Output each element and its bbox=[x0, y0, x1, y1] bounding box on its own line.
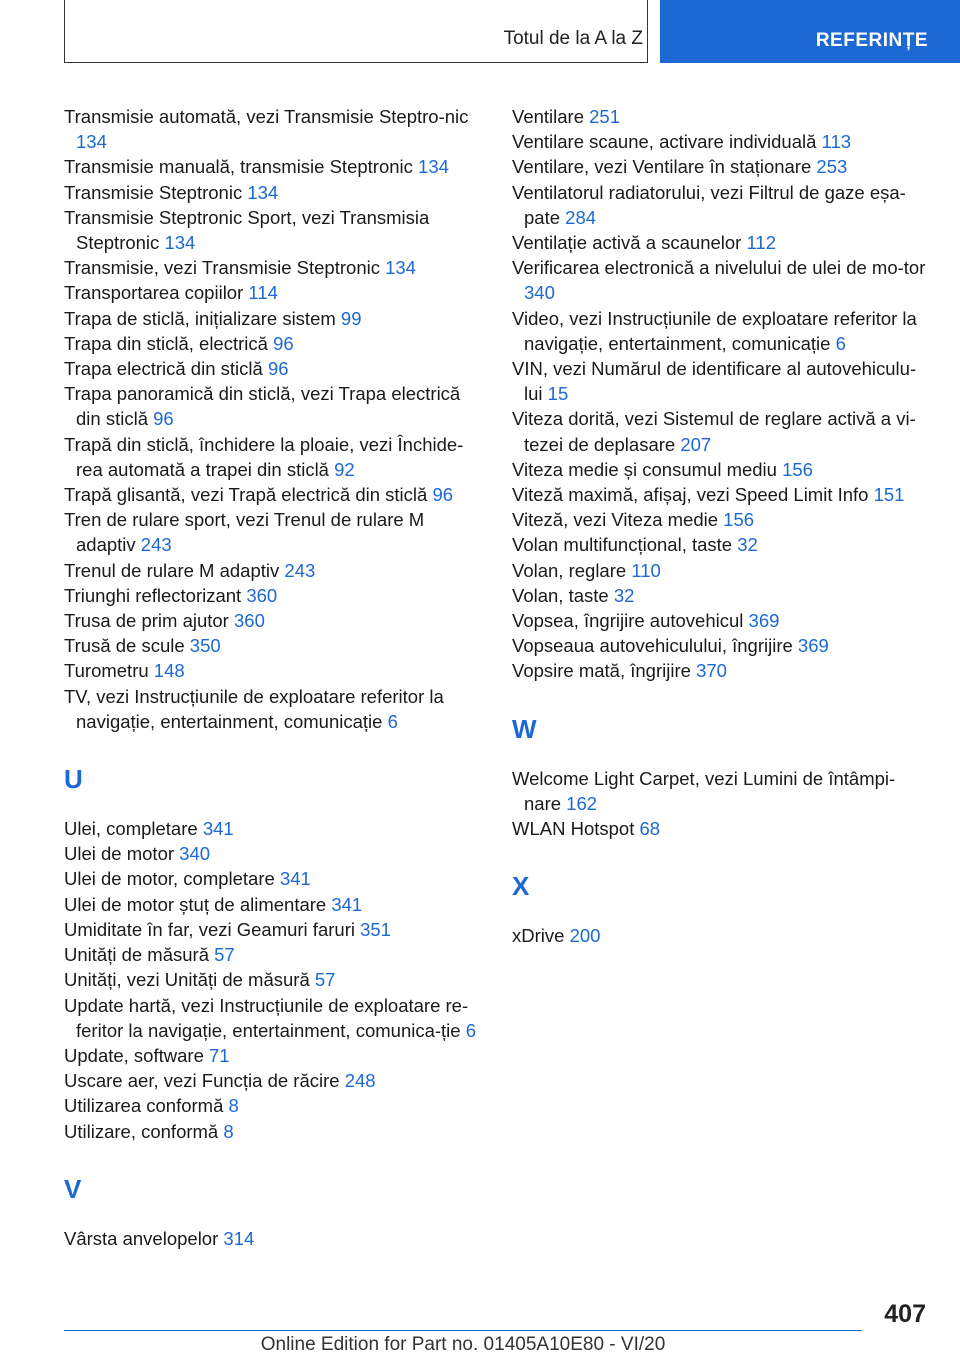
index-entry-text: WLAN Hotspot bbox=[512, 818, 635, 840]
index-page-link[interactable]: 314 bbox=[223, 1227, 255, 1249]
index-page-link[interactable]: 134 bbox=[164, 232, 196, 254]
index-page-link[interactable]: 360 bbox=[246, 584, 278, 606]
index-entry bbox=[64, 482, 480, 507]
index-page-link[interactable]: 341 bbox=[331, 893, 363, 915]
index-entry-text: Utilizarea conformă bbox=[64, 1095, 224, 1117]
index-entry bbox=[64, 331, 480, 356]
index-page-link[interactable]: 207 bbox=[680, 433, 712, 455]
index-entry bbox=[64, 205, 480, 255]
index-page-link[interactable]: 340 bbox=[524, 282, 555, 304]
index-entry bbox=[64, 866, 480, 891]
header-section-box bbox=[64, 0, 648, 63]
index-entry-text: Transmisie automată, vezi Transmisie Steptro‐nic bbox=[64, 106, 469, 127]
index-entry-text: Volan, reglare bbox=[512, 559, 627, 581]
index-page-link[interactable]: 134 bbox=[76, 131, 107, 153]
index-page-link[interactable]: 360 bbox=[234, 610, 265, 632]
index-page-link[interactable]: 6 bbox=[387, 710, 398, 732]
footer-divider bbox=[64, 1330, 862, 1331]
index-entry bbox=[64, 280, 480, 305]
index-entry-text: Ulei de motor bbox=[64, 843, 175, 865]
index-entry bbox=[512, 104, 930, 129]
index-entry-text: Turometru bbox=[64, 660, 149, 682]
index-entry-text: Verificarea electronică a nivelului de ulei de mo‐tor bbox=[512, 257, 926, 279]
index-entry-text: Trusă de scule bbox=[64, 635, 185, 657]
index-entry-text: Vopseaua autovehiculului, îngrijire bbox=[512, 635, 793, 657]
index-entry bbox=[512, 766, 930, 816]
index-page-link[interactable]: 6 bbox=[835, 332, 846, 354]
index-entry bbox=[64, 381, 480, 431]
index-entry-text: Transmisie Steptronic bbox=[64, 181, 243, 203]
index-page-link[interactable]: 96 bbox=[267, 358, 289, 380]
index-entry-text: Transmisie manuală, transmisie Steptronic bbox=[64, 156, 413, 178]
index-page-link[interactable]: 99 bbox=[340, 307, 362, 329]
index-page-link[interactable]: 134 bbox=[247, 181, 279, 203]
index-entry-text: Ventilare bbox=[512, 106, 584, 127]
index-entry bbox=[64, 633, 480, 658]
index-page-link[interactable]: 284 bbox=[565, 206, 597, 228]
index-entry-text: Volan multifuncțional, taste bbox=[512, 534, 733, 556]
index-page-link[interactable]: 341 bbox=[202, 818, 234, 840]
page-number: 407 bbox=[884, 1300, 926, 1328]
index-entry bbox=[64, 1068, 480, 1093]
section-letter-v: V bbox=[64, 1173, 82, 1204]
index-entry bbox=[64, 104, 480, 154]
index-entry bbox=[512, 923, 930, 948]
index-entry bbox=[512, 180, 930, 230]
index-entry bbox=[512, 306, 930, 356]
index-entry-text: Trapă din sticlă, închidere la ploaie, vezi Închide‐rea automată a trapei din sticlă bbox=[64, 433, 464, 480]
index-entry-text: Trapă glisantă, vezi Trapă electrică din sticlă bbox=[64, 484, 428, 506]
index-entry-text: Ulei de motor ștuț de alimentare bbox=[64, 893, 327, 915]
index-entry-text: Ventilație activă a scaunelor bbox=[512, 232, 742, 254]
index-page-link[interactable]: 68 bbox=[639, 818, 661, 840]
index-group-v-cont bbox=[512, 104, 930, 684]
index-entry-text: Viteză, vezi Viteza medie bbox=[512, 509, 719, 531]
index-entry bbox=[64, 1093, 480, 1118]
index-page-link[interactable]: 156 bbox=[723, 509, 755, 531]
section-letter-w: W bbox=[512, 713, 537, 744]
index-page-link[interactable]: 96 bbox=[273, 332, 294, 354]
index-entry-text: xDrive bbox=[512, 925, 565, 947]
index-entry-text: Unități, vezi Unități de măsură bbox=[64, 969, 310, 991]
index-page-link[interactable]: 92 bbox=[334, 458, 355, 480]
index-page-link[interactable]: 96 bbox=[432, 484, 454, 506]
index-page-link[interactable]: 251 bbox=[589, 106, 621, 127]
index-entry bbox=[512, 558, 930, 583]
index-entry bbox=[64, 507, 480, 557]
index-entry bbox=[512, 457, 930, 482]
index-page-link[interactable]: 243 bbox=[284, 559, 316, 581]
index-entry bbox=[64, 841, 480, 866]
index-entry bbox=[512, 356, 930, 406]
index-entry bbox=[64, 816, 480, 841]
index-entry-text: Trapa electrică din sticlă bbox=[64, 358, 263, 380]
index-page-link[interactable]: 6 bbox=[465, 1019, 477, 1041]
index-entry bbox=[512, 255, 930, 305]
index-page-link[interactable]: 114 bbox=[248, 282, 278, 304]
index-entry-text: Video, vezi Instrucțiunile de exploatare referitor la navigație, entertainment, comunicație bbox=[512, 307, 917, 354]
index-page-link[interactable]: 162 bbox=[566, 792, 598, 814]
index-entry bbox=[512, 129, 930, 154]
index-entry-text: Uscare aer, vezi Funcția de răcire bbox=[64, 1070, 340, 1092]
index-column-left bbox=[64, 104, 480, 1251]
index-entry bbox=[64, 993, 480, 1043]
index-entry bbox=[64, 1043, 480, 1068]
index-entry bbox=[512, 482, 930, 507]
index-page-link[interactable]: 253 bbox=[816, 156, 848, 178]
index-entry-text: Utilizare, conformă bbox=[64, 1120, 219, 1142]
index-entry-text: Triunghi reflectorizant bbox=[64, 584, 242, 606]
index-page-link[interactable]: 57 bbox=[314, 969, 336, 991]
index-entry-text: Trapa panoramică din sticlă, vezi Trapa electrică din sticlă bbox=[64, 383, 461, 430]
index-entry bbox=[64, 432, 480, 482]
index-entry bbox=[512, 658, 930, 683]
index-entry bbox=[64, 684, 480, 734]
index-entry bbox=[64, 658, 480, 683]
index-entry-text: Transmisie, vezi Transmisie Steptronic bbox=[64, 257, 380, 279]
index-group-v bbox=[64, 1226, 480, 1251]
index-entry-text: Update hartă, vezi Instrucțiunile de exploatare re‐feritor la navigație, entertainment, comunica‐ție bbox=[64, 994, 469, 1041]
index-entry-text: Transmisie Steptronic Sport, vezi Transmisia Steptronic bbox=[64, 206, 430, 254]
index-entry bbox=[512, 633, 930, 658]
index-page-link[interactable]: 243 bbox=[140, 534, 172, 556]
footer-edition: Online Edition for Part no. 01405A10E80 - VI/20 bbox=[260, 1334, 666, 1355]
index-entry-text: Volan, taste bbox=[512, 584, 609, 606]
header-chapter-label: REFERINȚE bbox=[815, 30, 928, 51]
index-entry bbox=[64, 154, 480, 179]
index-entry-text: Ulei, completare bbox=[64, 818, 198, 840]
index-entry bbox=[512, 230, 930, 255]
index-entry-text: Viteza medie și consumul mediu bbox=[512, 458, 777, 480]
index-entry-text: Ventilare, vezi Ventilare în staționare bbox=[512, 156, 812, 178]
section-letter-x: X bbox=[512, 871, 530, 902]
index-entry bbox=[64, 1226, 480, 1251]
index-entry bbox=[512, 507, 930, 532]
index-page-link[interactable]: 134 bbox=[385, 257, 416, 279]
index-page-link[interactable]: 8 bbox=[228, 1095, 239, 1117]
index-page-link[interactable]: 32 bbox=[737, 534, 758, 556]
index-entry-text: Ventilatorul radiatorului, vezi Filtrul de gaze eșa‐pate bbox=[512, 181, 906, 228]
index-entry bbox=[512, 608, 930, 633]
index-entry bbox=[64, 255, 480, 280]
index-entry bbox=[64, 558, 480, 583]
index-entry-text: Trenul de rulare M adaptiv bbox=[64, 559, 280, 581]
index-entry-text: TV, vezi Instrucțiunile de exploatare referitor la navigație, entertainment, comunicație bbox=[64, 685, 444, 732]
index-entry-text: Ventilare scaune, activare individuală bbox=[512, 131, 817, 153]
index-page-link[interactable]: 32 bbox=[613, 584, 635, 606]
index-entry bbox=[64, 942, 480, 967]
index-entry-text: Ulei de motor, completare bbox=[64, 868, 275, 890]
index-page-link[interactable]: 71 bbox=[209, 1044, 230, 1066]
index-page-link[interactable]: 350 bbox=[189, 635, 221, 657]
index-entry bbox=[64, 967, 480, 992]
header-section-title: Totul de la A la Z bbox=[503, 28, 643, 49]
index-page-link[interactable]: 112 bbox=[746, 232, 776, 254]
index-group-x bbox=[512, 923, 930, 948]
index-entry bbox=[512, 583, 930, 608]
index-page-link[interactable]: 110 bbox=[631, 559, 661, 581]
index-entry-text: Trapa de sticlă, inițializare sistem bbox=[64, 307, 336, 329]
index-page-link[interactable]: 57 bbox=[214, 944, 235, 966]
index-entry bbox=[512, 532, 930, 557]
index-page-link[interactable]: 369 bbox=[797, 635, 829, 657]
index-page-link[interactable]: 151 bbox=[873, 484, 905, 506]
index-group-w bbox=[512, 766, 930, 842]
index-entry bbox=[512, 154, 930, 179]
index-entry-text: Umiditate în far, vezi Geamuri faruri bbox=[64, 918, 355, 940]
index-entry-text: Update, software bbox=[64, 1044, 204, 1066]
index-page-link[interactable]: 148 bbox=[153, 660, 185, 682]
index-entry bbox=[64, 306, 480, 331]
index-column-right bbox=[512, 104, 930, 948]
index-entry-text: Tren de rulare sport, vezi Trenul de rulare M adaptiv bbox=[64, 509, 425, 556]
index-page-link[interactable]: 8 bbox=[223, 1120, 234, 1142]
index-page-link[interactable]: 248 bbox=[344, 1070, 376, 1092]
index-entry-text: Vopsire mată, îngrijire bbox=[512, 660, 691, 682]
index-page-link[interactable]: 370 bbox=[696, 660, 727, 682]
index-entry-text: Viteză maximă, afișaj, vezi Speed Limit Info bbox=[512, 484, 869, 506]
index-page-link[interactable]: 96 bbox=[153, 408, 174, 430]
index-entry-text: Trusa de prim ajutor bbox=[64, 610, 229, 632]
index-page-link[interactable]: 200 bbox=[569, 925, 601, 947]
index-page-link[interactable]: 113 bbox=[821, 131, 852, 153]
index-entry bbox=[64, 180, 480, 205]
index-page-link[interactable]: 156 bbox=[782, 458, 813, 480]
index-entry bbox=[64, 917, 480, 942]
index-entry bbox=[64, 583, 480, 608]
index-entry-text: Unități de măsură bbox=[64, 944, 209, 966]
index-page-link[interactable]: 340 bbox=[179, 843, 211, 865]
index-entry bbox=[64, 608, 480, 633]
index-entry bbox=[64, 1119, 480, 1144]
index-group-t bbox=[64, 104, 480, 734]
index-entry-text: Vârsta anvelopelor bbox=[64, 1227, 219, 1249]
index-entry bbox=[64, 892, 480, 917]
index-entry bbox=[512, 406, 930, 456]
index-page-link[interactable]: 15 bbox=[547, 383, 569, 405]
index-page-link[interactable]: 134 bbox=[418, 156, 449, 178]
index-entry-text: Vopsea, îngrijire autovehicul bbox=[512, 610, 744, 632]
index-page-link[interactable]: 369 bbox=[748, 610, 780, 632]
index-entry bbox=[512, 816, 930, 841]
header-chapter-tab[interactable] bbox=[660, 0, 960, 63]
index-entry bbox=[64, 356, 480, 381]
index-entry-text: Trapa din sticlă, electrică bbox=[64, 332, 268, 354]
section-letter-u: U bbox=[64, 764, 83, 795]
index-entry-text: Transportarea copiilor bbox=[64, 282, 244, 304]
index-page-link[interactable]: 341 bbox=[279, 868, 311, 890]
index-entry-text: Viteza dorită, vezi Sistemul de reglare activă a vi‐tezei de deplasare bbox=[512, 408, 916, 455]
index-page-link[interactable]: 351 bbox=[360, 918, 391, 940]
index-group-u bbox=[64, 816, 480, 1144]
index-entry-text: VIN, vezi Numărul de identificare al autovehiculu‐lui bbox=[512, 358, 917, 405]
index-entry-text: Welcome Light Carpet, vezi Lumini de întâmpi‐nare bbox=[512, 767, 896, 814]
